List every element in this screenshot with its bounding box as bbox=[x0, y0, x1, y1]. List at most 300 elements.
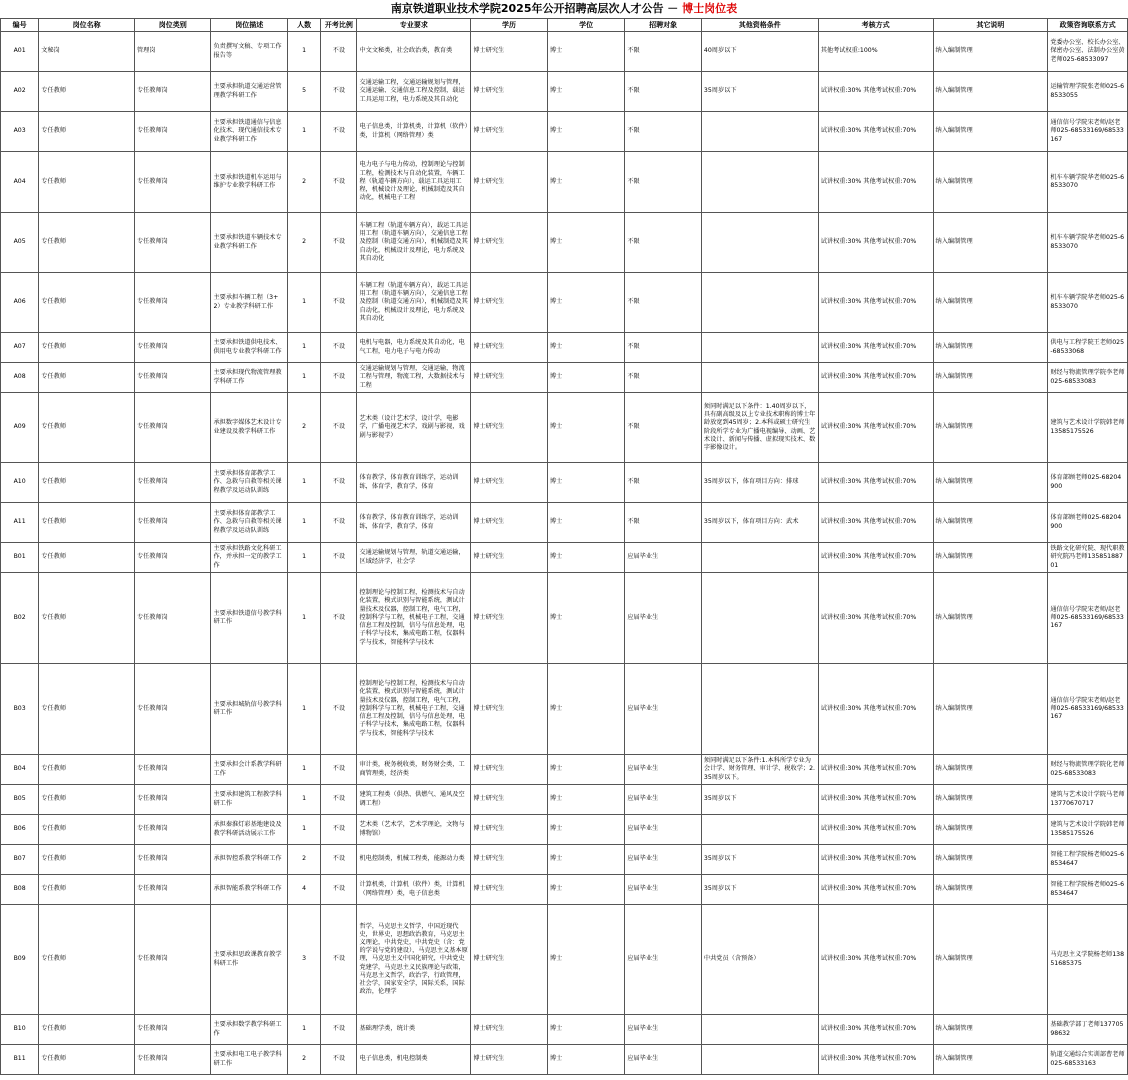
table-cell: 2 bbox=[288, 1045, 321, 1075]
table-cell: 不设 bbox=[321, 815, 357, 845]
table-cell: A07 bbox=[1, 333, 39, 363]
table-cell: 博士研究生 bbox=[471, 273, 548, 333]
table-cell: 博士研究生 bbox=[471, 463, 548, 503]
table-cell: 不限 bbox=[625, 72, 702, 112]
table-cell: 博士研究生 bbox=[471, 112, 548, 152]
column-header: 人数 bbox=[288, 19, 321, 32]
table-cell: B08 bbox=[1, 875, 39, 905]
table-cell: 主要承担铁路文化科研工作，并承担一定的教学工作 bbox=[211, 543, 288, 573]
table-cell: 1 bbox=[288, 664, 321, 755]
table-cell: 专任教师岗 bbox=[134, 273, 211, 333]
table-cell bbox=[701, 815, 818, 845]
table-row bbox=[1, 333, 1128, 363]
table-row bbox=[1, 152, 1128, 213]
table-cell: 1 bbox=[288, 363, 321, 393]
table-cell: 纳入编制管理 bbox=[933, 1045, 1048, 1075]
table-body bbox=[1, 32, 1128, 1075]
table-cell bbox=[701, 333, 818, 363]
table-cell: 建筑工程类（供热、供燃气、通风及空调工程） bbox=[357, 785, 471, 815]
table-cell: 主要承担思政课教育教学科研工作 bbox=[211, 905, 288, 1015]
table-cell: B04 bbox=[1, 755, 39, 785]
table-cell: 博士 bbox=[547, 875, 625, 905]
table-cell: 博士 bbox=[547, 543, 625, 573]
table-cell: 机车车辆学院华老师025-68533070 bbox=[1048, 213, 1128, 273]
table-cell: 不设 bbox=[321, 333, 357, 363]
table-row bbox=[1, 213, 1128, 273]
table-cell: 纳入编制管理 bbox=[933, 815, 1048, 845]
table-cell: 博士研究生 bbox=[471, 905, 548, 1015]
table-cell: B01 bbox=[1, 543, 39, 573]
table-cell: 纳入编制管理 bbox=[933, 112, 1048, 152]
table-cell: 博士 bbox=[547, 72, 625, 112]
table-cell: 不限 bbox=[625, 112, 702, 152]
table-cell: 机车车辆学院华老师025-68533070 bbox=[1048, 152, 1128, 213]
table-cell: A06 bbox=[1, 273, 39, 333]
table-cell: A05 bbox=[1, 213, 39, 273]
column-header: 政策咨询联系方式 bbox=[1048, 19, 1128, 32]
table-cell: 专任教师 bbox=[39, 72, 135, 112]
table-cell: 不设 bbox=[321, 785, 357, 815]
table-cell: 不设 bbox=[321, 755, 357, 785]
table-cell: 机电控制类，机械工程类，能源动力类 bbox=[357, 845, 471, 875]
table-cell: 主要承担铁道车辆技术专业教学科研工作 bbox=[211, 213, 288, 273]
table-cell: 体育教学，体育教育训练学，运动训练，体育学，教育学，体育 bbox=[357, 463, 471, 503]
table-cell: 不设 bbox=[321, 573, 357, 664]
table-cell: 试讲权重:30% 其他考试权重:70% bbox=[818, 755, 933, 785]
table-row bbox=[1, 1015, 1128, 1045]
table-cell: 博士研究生 bbox=[471, 393, 548, 463]
table-cell: 1 bbox=[288, 815, 321, 845]
column-header: 岗位描述 bbox=[211, 19, 288, 32]
table-cell: 1 bbox=[288, 573, 321, 664]
table-cell: 博士 bbox=[547, 152, 625, 213]
table-cell: 博士 bbox=[547, 1015, 625, 1045]
column-header: 学历 bbox=[471, 19, 548, 32]
table-cell: 主要承担铁道供电技术、供用电专业教学科研工作 bbox=[211, 333, 288, 363]
table-cell: 主要承担数学教学科研工作 bbox=[211, 1015, 288, 1045]
table-cell: 轨道交通综合实训部曹老师025-68533163 bbox=[1048, 1045, 1128, 1075]
table-row bbox=[1, 573, 1128, 664]
table-cell: 博士研究生 bbox=[471, 503, 548, 543]
table-cell bbox=[701, 543, 818, 573]
table-cell: 承担智控系教学科研工作 bbox=[211, 845, 288, 875]
table-cell: 不设 bbox=[321, 905, 357, 1015]
table-cell: 专任教师 bbox=[39, 845, 135, 875]
table-cell: 建筑与艺术设计学院韩老师13585175526 bbox=[1048, 393, 1128, 463]
table-row bbox=[1, 905, 1128, 1015]
table-cell: 5 bbox=[288, 72, 321, 112]
table-cell: 专任教师岗 bbox=[134, 664, 211, 755]
table-cell: 主要承担铁道通信与信息化技术、现代通信技术专业教学科研工作 bbox=[211, 112, 288, 152]
table-cell: 车辆工程（轨道车辆方向），载运工具运用工程（轨道车辆方向），交通信息工程及控制（轨道交通方向），机械制造及其自动化，机械设计及理论，电力系统及其自动化 bbox=[357, 273, 471, 333]
table-row bbox=[1, 112, 1128, 152]
table-cell: 纳入编制管理 bbox=[933, 463, 1048, 503]
table-cell: 1 bbox=[288, 1015, 321, 1045]
table-cell: 35周岁以下 bbox=[701, 785, 818, 815]
table-cell: 40周岁以下 bbox=[701, 32, 818, 72]
table-cell: A04 bbox=[1, 152, 39, 213]
table-row bbox=[1, 32, 1128, 72]
table-cell: 专任教师 bbox=[39, 273, 135, 333]
table-cell: 专任教师岗 bbox=[134, 463, 211, 503]
column-header: 开考比例 bbox=[321, 19, 357, 32]
table-cell: 试讲权重:30% 其他考试权重:70% bbox=[818, 664, 933, 755]
table-cell: 交通运输工程，交通运输规划与管理，交通运输、交通信息工程及控制，载运工具运用工程，电力系统及其自动化 bbox=[357, 72, 471, 112]
table-cell: B07 bbox=[1, 845, 39, 875]
table-cell: 应届毕业生 bbox=[625, 543, 702, 573]
table-cell: 专任教师岗 bbox=[134, 875, 211, 905]
table-cell: 专任教师岗 bbox=[134, 845, 211, 875]
table-cell: 35周岁以下 bbox=[701, 845, 818, 875]
table-cell bbox=[701, 213, 818, 273]
table-cell: 审计类，税务税收类，财务财会类，工商管理类，经济类 bbox=[357, 755, 471, 785]
table-cell: 不设 bbox=[321, 152, 357, 213]
table-cell: 博士 bbox=[547, 1045, 625, 1075]
table-cell: 试讲权重:30% 其他考试权重:70% bbox=[818, 393, 933, 463]
table-cell: 试讲权重:30% 其他考试权重:70% bbox=[818, 152, 933, 213]
table-cell: 智能工程学院杨老师025-68534647 bbox=[1048, 845, 1128, 875]
table-cell: 试讲权重:30% 其他考试权重:70% bbox=[818, 333, 933, 363]
table-cell: 试讲权重:30% 其他考试权重:70% bbox=[818, 273, 933, 333]
table-cell: 专任教师 bbox=[39, 463, 135, 503]
table-cell: A03 bbox=[1, 112, 39, 152]
table-row bbox=[1, 1045, 1128, 1075]
table-cell: 电子信息类，计算机类，计算机（软件）类，计算机（网络管理）类 bbox=[357, 112, 471, 152]
table-cell: 纳入编制管理 bbox=[933, 152, 1048, 213]
table-cell: 纳入编制管理 bbox=[933, 393, 1048, 463]
table-cell: 须同时满足以下条件:1.本科所学专业为会计学、财务管理、审计学、税收学；2.35周岁以下。 bbox=[701, 755, 818, 785]
table-cell: 承担秦淮灯彩基地建设及教学科研活动展示工作 bbox=[211, 815, 288, 845]
table-cell: 主要承担体育部教学工作、急救与自救等相关课程教学及运动队训练 bbox=[211, 503, 288, 543]
table-cell: 纳入编制管理 bbox=[933, 1015, 1048, 1045]
table-cell: 博士 bbox=[547, 905, 625, 1015]
table-cell: B02 bbox=[1, 573, 39, 664]
table-cell: 电子信息类，机电控制类 bbox=[357, 1045, 471, 1075]
table-cell bbox=[701, 112, 818, 152]
table-cell: 应届毕业生 bbox=[625, 905, 702, 1015]
table-cell: 3 bbox=[288, 905, 321, 1015]
table-cell: 试讲权重:30% 其他考试权重:70% bbox=[818, 573, 933, 664]
table-cell: 供电与工程学院王老师025-68533068 bbox=[1048, 333, 1128, 363]
table-cell: 博士研究生 bbox=[471, 1045, 548, 1075]
table-cell: 财经与物流管理学院李老师025-68533083 bbox=[1048, 363, 1128, 393]
table-cell: 控制理论与控制工程，检测技术与自动化装置，模式识别与智能系统，测试计量技术及仪器，控制工程，电气工程，控制科学与工程，机械电子工程，交通信息工程及控制，信号与信息处理，电子科学与技术，集成电路工程，仪器科学与技术，智能科学与技术 bbox=[357, 664, 471, 755]
table-cell: 纳入编制管理 bbox=[933, 363, 1048, 393]
table-cell: 专任教师 bbox=[39, 543, 135, 573]
table-cell: 应届毕业生 bbox=[625, 815, 702, 845]
column-header: 考核方式 bbox=[818, 19, 933, 32]
column-header: 其它说明 bbox=[933, 19, 1048, 32]
table-cell: 其他考试权重:100% bbox=[818, 32, 933, 72]
table-cell: 主要承担建筑工程教学科研工作 bbox=[211, 785, 288, 815]
table-row bbox=[1, 845, 1128, 875]
positions-table bbox=[0, 18, 1128, 1075]
table-header bbox=[1, 19, 1128, 32]
table-cell: 通信信号学院宋老师/赵老师025-68533169/68533167 bbox=[1048, 664, 1128, 755]
column-header: 岗位名称 bbox=[39, 19, 135, 32]
table-cell: 试讲权重:30% 其他考试权重:70% bbox=[818, 363, 933, 393]
table-cell: 4 bbox=[288, 875, 321, 905]
table-cell: 通信信号学院宋老师/赵老师025-68533169/68533167 bbox=[1048, 112, 1128, 152]
table-cell: 不设 bbox=[321, 543, 357, 573]
table-cell: B09 bbox=[1, 905, 39, 1015]
table-cell: 不设 bbox=[321, 845, 357, 875]
table-cell: 不限 bbox=[625, 363, 702, 393]
table-cell: 不限 bbox=[625, 503, 702, 543]
table-cell: 1 bbox=[288, 755, 321, 785]
table-cell: 35周岁以下，体育项目方向：武术 bbox=[701, 503, 818, 543]
table-cell: 不设 bbox=[321, 463, 357, 503]
table-cell: 须同时满足以下条件：1.40周岁以下，具有副高级及以上专业技术职称的博士年龄放宽到45周岁；2.本科或硕士研究生阶段所学专业为广播电视编导、动画、艺术设计、新闻与传播、虚拟现实技术、数字影像设计。 bbox=[701, 393, 818, 463]
table-cell: 体育部顾老师025-68204900 bbox=[1048, 463, 1128, 503]
column-header: 专业要求 bbox=[357, 19, 471, 32]
table-cell: 博士 bbox=[547, 333, 625, 363]
table-row bbox=[1, 543, 1128, 573]
table-cell: 交通运输规划与管理，轨道交通运输，区域经济学，社会学 bbox=[357, 543, 471, 573]
table-cell: 不设 bbox=[321, 72, 357, 112]
table-cell: 2 bbox=[288, 845, 321, 875]
table-cell: 电力电子与电力传动，控制理论与控制工程，检测技术与自动化装置，车辆工程（轨道车辆方向），载运工具运用工程，机械设计及理论，机械制造及其自动化，机械电子工程 bbox=[357, 152, 471, 213]
table-cell: 专任教师 bbox=[39, 1045, 135, 1075]
table-cell: 纳入编制管理 bbox=[933, 273, 1048, 333]
table-cell: 1 bbox=[288, 32, 321, 72]
table-cell: 专任教师 bbox=[39, 1015, 135, 1045]
table-cell: 纳入编制管理 bbox=[933, 32, 1048, 72]
title-highlight: 博士岗位表 bbox=[682, 2, 738, 15]
table-cell: 博士研究生 bbox=[471, 815, 548, 845]
table-cell: 博士 bbox=[547, 815, 625, 845]
table-cell: 试讲权重:30% 其他考试权重:70% bbox=[818, 213, 933, 273]
table-cell: 博士研究生 bbox=[471, 543, 548, 573]
table-cell: B03 bbox=[1, 664, 39, 755]
table-cell: 主要承担会计系教学科研工作 bbox=[211, 755, 288, 785]
table-cell: 博士研究生 bbox=[471, 573, 548, 664]
table-cell: 专任教师岗 bbox=[134, 815, 211, 845]
table-row bbox=[1, 664, 1128, 755]
table-cell: 博士研究生 bbox=[471, 363, 548, 393]
table-cell bbox=[701, 363, 818, 393]
table-cell: 专任教师 bbox=[39, 905, 135, 1015]
table-cell: 主要承担铁道信号教学科研工作 bbox=[211, 573, 288, 664]
table-cell: 专任教师岗 bbox=[134, 363, 211, 393]
table-cell: 专任教师 bbox=[39, 152, 135, 213]
table-cell: 1 bbox=[288, 273, 321, 333]
table-cell: 试讲权重:30% 其他考试权重:70% bbox=[818, 463, 933, 503]
table-cell: 博士研究生 bbox=[471, 32, 548, 72]
table-cell bbox=[701, 1015, 818, 1045]
table-cell: 电机与电器，电力系统及其自动化，电气工程，电力电子与电力传动 bbox=[357, 333, 471, 363]
table-cell: 体育部顾老师025-68204900 bbox=[1048, 503, 1128, 543]
table-cell: 马克思主义学院杨老师13851685375 bbox=[1048, 905, 1128, 1015]
title-main: 南京铁道职业技术学院2025年公开招聘高层次人才公告 － bbox=[390, 2, 683, 15]
table-row bbox=[1, 503, 1128, 543]
table-cell: 试讲权重:30% 其他考试权重:70% bbox=[818, 503, 933, 543]
table-cell: 试讲权重:30% 其他考试权重:70% bbox=[818, 72, 933, 112]
table-cell: 专任教师 bbox=[39, 393, 135, 463]
table-cell: 纳入编制管理 bbox=[933, 213, 1048, 273]
table-cell: 应届毕业生 bbox=[625, 573, 702, 664]
table-cell: 博士研究生 bbox=[471, 845, 548, 875]
table-row bbox=[1, 815, 1128, 845]
table-cell: 1 bbox=[288, 333, 321, 363]
table-cell: B06 bbox=[1, 815, 39, 845]
table-cell: A01 bbox=[1, 32, 39, 72]
table-cell: 承担智能系教学科研工作 bbox=[211, 875, 288, 905]
table-cell: A09 bbox=[1, 393, 39, 463]
table-cell: 1 bbox=[288, 785, 321, 815]
table-cell: 纳入编制管理 bbox=[933, 875, 1048, 905]
table-cell: 博士研究生 bbox=[471, 152, 548, 213]
table-cell bbox=[701, 573, 818, 664]
table-row bbox=[1, 785, 1128, 815]
table-cell: 不设 bbox=[321, 32, 357, 72]
table-cell: 专任教师 bbox=[39, 664, 135, 755]
page-title bbox=[0, 0, 1128, 18]
table-cell: 纳入编制管理 bbox=[933, 72, 1048, 112]
table-cell: 不设 bbox=[321, 875, 357, 905]
table-cell: 专任教师岗 bbox=[134, 543, 211, 573]
table-cell: 交通运输规划与管理，交通运输，物流工程与管理，物流工程，大数据技术与工程 bbox=[357, 363, 471, 393]
table-cell: 通信信号学院宋老师/赵老师025-68533169/68533167 bbox=[1048, 573, 1128, 664]
table-cell: 不限 bbox=[625, 152, 702, 213]
table-cell: 试讲权重:30% 其他考试权重:70% bbox=[818, 1045, 933, 1075]
table-cell: 专任教师 bbox=[39, 112, 135, 152]
table-cell: 不限 bbox=[625, 32, 702, 72]
table-cell: A11 bbox=[1, 503, 39, 543]
table-cell: 博士研究生 bbox=[471, 333, 548, 363]
table-cell: 主要承担车辆工程（3+2）专业教学科研工作 bbox=[211, 273, 288, 333]
table-cell: 专任教师岗 bbox=[134, 905, 211, 1015]
table-cell: 博士研究生 bbox=[471, 664, 548, 755]
table-cell: 1 bbox=[288, 463, 321, 503]
table-cell: 博士研究生 bbox=[471, 755, 548, 785]
table-cell: 应届毕业生 bbox=[625, 785, 702, 815]
table-cell: 纳入编制管理 bbox=[933, 905, 1048, 1015]
table-cell: 专任教师岗 bbox=[134, 152, 211, 213]
table-cell: B11 bbox=[1, 1045, 39, 1075]
table-cell: 运输管理学院张老师025-68533055 bbox=[1048, 72, 1128, 112]
table-cell: 1 bbox=[288, 543, 321, 573]
table-cell: 不设 bbox=[321, 1045, 357, 1075]
table-cell: 博士研究生 bbox=[471, 72, 548, 112]
table-cell: 试讲权重:30% 其他考试权重:70% bbox=[818, 815, 933, 845]
table-cell: 承担数字媒体艺术设计专业建设及教学科研工作 bbox=[211, 393, 288, 463]
table-cell: 控制理论与控制工程，检测技术与自动化装置，模式识别与智能系统，测试计量技术及仪器，控制工程，电气工程，控制科学与工程，机械电子工程，交通信息工程及控制，信号与信息处理，电子科学与技术，集成电路工程，仪器科学与技术，智能科学与技术 bbox=[357, 573, 471, 664]
table-cell: 应届毕业生 bbox=[625, 664, 702, 755]
table-cell: 试讲权重:30% 其他考试权重:70% bbox=[818, 905, 933, 1015]
table-cell: 博士研究生 bbox=[471, 213, 548, 273]
table-cell: 体育教学，体育教育训练学，运动训练，体育学，教育学，体育 bbox=[357, 503, 471, 543]
table-cell: 专任教师岗 bbox=[134, 573, 211, 664]
table-cell: A02 bbox=[1, 72, 39, 112]
table-cell: 中共党员（含预备） bbox=[701, 905, 818, 1015]
table-cell: 党委办公室、校长办公室、保密办公室、法制办公室黄老师025-68533097 bbox=[1048, 32, 1128, 72]
table-cell: B05 bbox=[1, 785, 39, 815]
table-cell: 博士 bbox=[547, 573, 625, 664]
table-cell: 博士 bbox=[547, 273, 625, 333]
table-cell: 不设 bbox=[321, 273, 357, 333]
table-cell: 应届毕业生 bbox=[625, 755, 702, 785]
table-cell: 纳入编制管理 bbox=[933, 543, 1048, 573]
table-cell: 试讲权重:30% 其他考试权重:70% bbox=[818, 1015, 933, 1045]
table-cell: 博士 bbox=[547, 363, 625, 393]
table-cell: 不设 bbox=[321, 363, 357, 393]
table-cell: 文秘岗 bbox=[39, 32, 135, 72]
table-cell: 试讲权重:30% 其他考试权重:70% bbox=[818, 112, 933, 152]
table-cell: 主要承担城轨信号教学科研工作 bbox=[211, 664, 288, 755]
table-cell: 基础教学部丁老师13770598632 bbox=[1048, 1015, 1128, 1045]
table-cell: 应届毕业生 bbox=[625, 875, 702, 905]
table-cell: 35周岁以下 bbox=[701, 72, 818, 112]
table-cell: 管理岗 bbox=[134, 32, 211, 72]
table-cell: 专任教师岗 bbox=[134, 785, 211, 815]
table-cell: A10 bbox=[1, 463, 39, 503]
table-row bbox=[1, 755, 1128, 785]
table-cell: 博士 bbox=[547, 503, 625, 543]
table-cell: 试讲权重:30% 其他考试权重:70% bbox=[818, 845, 933, 875]
table-cell: 博士 bbox=[547, 32, 625, 72]
table-cell: 不限 bbox=[625, 213, 702, 273]
table-cell: 主要承担铁道机车运用与维护专业教学科研工作 bbox=[211, 152, 288, 213]
table-cell: 专任教师岗 bbox=[134, 1015, 211, 1045]
table-cell: 不限 bbox=[625, 393, 702, 463]
table-cell: 博士 bbox=[547, 755, 625, 785]
table-cell: 博士研究生 bbox=[471, 785, 548, 815]
table-cell: 建筑与艺术设计学院马老师13770670717 bbox=[1048, 785, 1128, 815]
table-cell: 专任教师岗 bbox=[134, 72, 211, 112]
table-cell: 2 bbox=[288, 152, 321, 213]
table-cell: 基础理学类，统计类 bbox=[357, 1015, 471, 1045]
table-cell: A08 bbox=[1, 363, 39, 393]
table-row bbox=[1, 875, 1128, 905]
table-cell: 哲学，马克思主义哲学，中国近现代史，世界史，思想政治教育，马克思主义理论，中共党史，中共党史（含：党的学说与党的建设），马克思主义基本原理，马克思主义中国化研究，中共党史党建学，马克思主义民族理论与政策，马克思主义哲学，政治学，行政管理，社会学，国家安全学，国际关系，国际政治，伦理学 bbox=[357, 905, 471, 1015]
table-cell bbox=[701, 1045, 818, 1075]
table-cell bbox=[701, 152, 818, 213]
table-cell: 纳入编制管理 bbox=[933, 785, 1048, 815]
table-cell: 不设 bbox=[321, 664, 357, 755]
table-cell: 博士 bbox=[547, 112, 625, 152]
table-cell: 博士研究生 bbox=[471, 875, 548, 905]
table-cell bbox=[701, 273, 818, 333]
table-cell: 纳入编制管理 bbox=[933, 573, 1048, 664]
table-cell: 应届毕业生 bbox=[625, 1015, 702, 1045]
table-cell: 计算机类，计算机（软件）类，计算机（网络管理）类，电子信息类 bbox=[357, 875, 471, 905]
table-cell: 负责撰写文稿、专项工作报告等 bbox=[211, 32, 288, 72]
table-cell: 35周岁以下 bbox=[701, 875, 818, 905]
table-cell: 铁路文化研究院、现代职教研究院冯老师13585188701 bbox=[1048, 543, 1128, 573]
table-cell: 专任教师 bbox=[39, 875, 135, 905]
table-cell: 专任教师岗 bbox=[134, 112, 211, 152]
table-cell: 专任教师岗 bbox=[134, 755, 211, 785]
table-cell: 建筑与艺术设计学院韩老师13585175526 bbox=[1048, 815, 1128, 845]
table-cell: 专任教师 bbox=[39, 755, 135, 785]
table-cell: 主要承担轨道交通运营管理教学科研工作 bbox=[211, 72, 288, 112]
table-cell: 不限 bbox=[625, 463, 702, 503]
table-cell: 试讲权重:30% 其他考试权重:70% bbox=[818, 875, 933, 905]
table-cell: 纳入编制管理 bbox=[933, 333, 1048, 363]
table-cell: 中文文秘类，社会政治类，教育类 bbox=[357, 32, 471, 72]
table-cell: 不设 bbox=[321, 1015, 357, 1045]
table-cell: 纳入编制管理 bbox=[933, 664, 1048, 755]
table-cell: 财经与物流管理学院化老师025-68533083 bbox=[1048, 755, 1128, 785]
table-cell: 专任教师岗 bbox=[134, 503, 211, 543]
table-cell: 博士 bbox=[547, 213, 625, 273]
table-cell: 应届毕业生 bbox=[625, 1045, 702, 1075]
table-cell: 应届毕业生 bbox=[625, 845, 702, 875]
table-cell bbox=[701, 664, 818, 755]
table-cell: 主要承担体育部教学工作、急救与自救等相关课程教学及运动队训练 bbox=[211, 463, 288, 503]
table-cell: 车辆工程（轨道车辆方向），载运工具运用工程（轨道车辆方向），交通信息工程及控制（轨道交通方向），机械制造及其自动化，机械设计及理论，电力系统及其自动化 bbox=[357, 213, 471, 273]
